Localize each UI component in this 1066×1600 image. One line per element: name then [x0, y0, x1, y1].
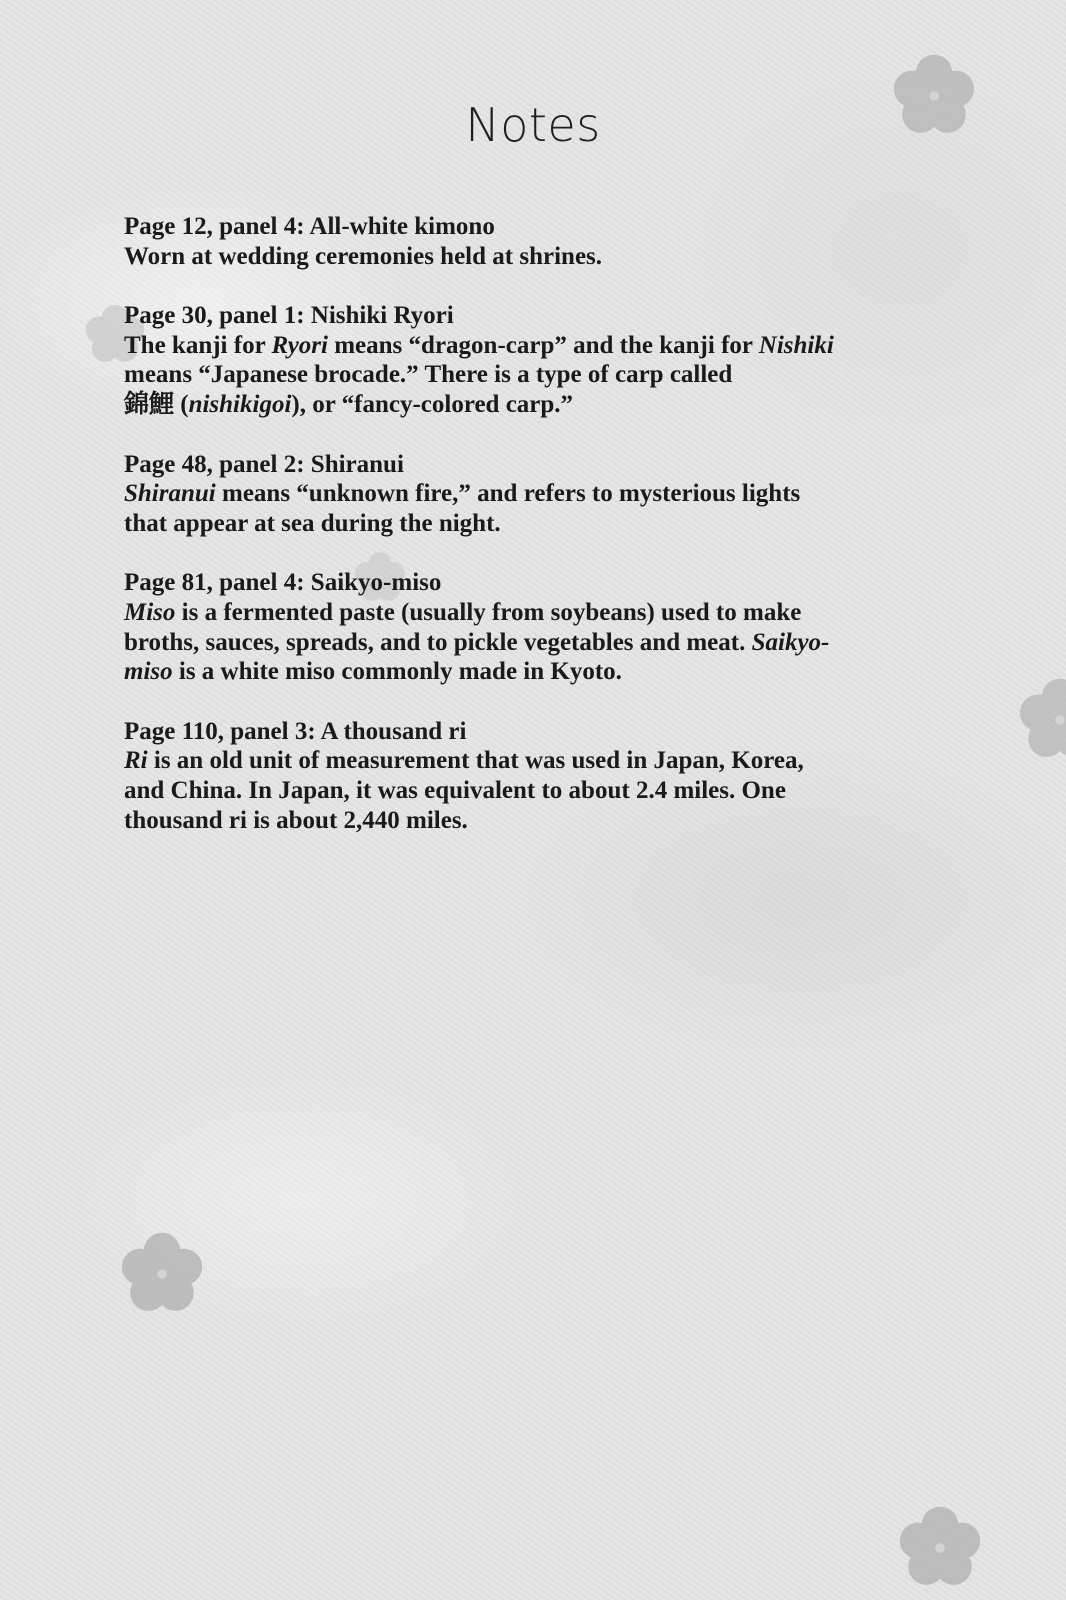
note-line: Ri is an old unit of measurement that was used in Japan, Korea, — [124, 747, 804, 775]
note-line: means “Japanese brocade.” There is a type of carp called — [124, 361, 733, 389]
note-line: that appear at sea during the night. — [124, 509, 501, 537]
note-line: thousand ri is about 2,440 miles. — [124, 806, 468, 834]
note-item — [124, 212, 954, 271]
plum-blossom-icon — [1012, 672, 1066, 768]
note-line: The kanji for Ryori means “dragon-carp” and the kanji for Nishiki — [124, 331, 834, 359]
note-line: Shiranui means “unknown fire,” and refers to mysterious lights — [124, 480, 801, 508]
note-line: 錦鯉 (nishikigoi), or “fancy-colored carp.” — [124, 390, 574, 418]
note-heading: Page 110, panel 3: A thousand ri — [124, 717, 467, 745]
note-line: Miso is a fermented paste (usually from soybeans) used to make — [124, 598, 802, 626]
note-item — [124, 568, 954, 686]
note-line: broths, sauces, spreads, and to pickle vegetables and meat. Saikyo- — [124, 628, 830, 656]
notes-list — [124, 212, 954, 865]
note-line: miso is a white miso commonly made in Kyoto. — [124, 658, 622, 686]
plum-blossom-icon — [892, 1500, 988, 1596]
note-item — [124, 301, 954, 419]
plum-blossom-icon — [114, 1226, 210, 1322]
note-heading: Page 30, panel 1: Nishiki Ryori — [124, 302, 454, 330]
note-line: Worn at wedding ceremonies held at shrines. — [124, 242, 603, 270]
note-line: and China. In Japan, it was equivalent to about 2.4 miles. One — [124, 776, 786, 804]
note-heading: Page 48, panel 2: Shiranui — [124, 450, 404, 478]
note-item — [124, 717, 954, 835]
note-item — [124, 450, 954, 539]
page-title: Notes — [465, 98, 601, 152]
note-heading: Page 81, panel 4: Saikyo-miso — [124, 569, 442, 597]
note-heading: Page 12, panel 4: All-white kimono — [124, 213, 495, 240]
